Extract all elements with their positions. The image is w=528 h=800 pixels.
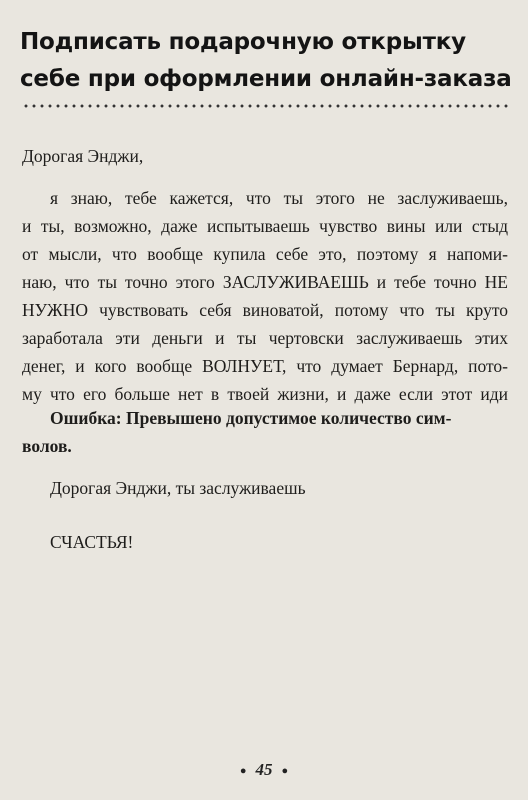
paragraph-line: я знаю, тебе кажется, что ты этого не заслуживаешь, (50, 188, 508, 208)
paragraph-line: НУЖНО чувствовать себя виноватой, потому что ты круто (22, 300, 508, 320)
bullet-icon: ● (281, 765, 289, 778)
dotted-divider (22, 104, 508, 108)
paragraph-line: му что его больше нет в твоей жизни, и даже если этот иди (22, 384, 508, 404)
page-footer (0, 760, 528, 780)
page-title (20, 24, 510, 98)
error-message (22, 404, 508, 460)
error-line: волов. (22, 436, 72, 456)
paragraph-line: заработала эти деньги и ты чертовски заслуживаешь этих (22, 328, 508, 348)
second-salutation: Дорогая Энджи, ты заслуживаешь (50, 478, 306, 498)
salutation: Дорогая Энджи, (22, 146, 144, 166)
error-line: Ошибка: Превышено допустимое количество сим- (50, 408, 452, 428)
closing-word: СЧАСТЬЯ! (50, 532, 134, 552)
title-line-1: Подписать подарочную открытку (20, 29, 466, 55)
letter-paragraph (22, 184, 508, 408)
paragraph-line: от мысли, что вообще купила себе это, поэтому я напоми- (22, 244, 508, 264)
paragraph-line: денег, и кого вообще ВОЛНУЕТ, что думает Бернард, пото- (22, 356, 508, 376)
title-line-2: себе при оформлении онлайн-заказа (20, 66, 512, 92)
bullet-icon: ● (239, 765, 247, 778)
page-number: 45 (255, 760, 273, 779)
paragraph-line: и ты, возможно, даже испытываешь чувство вины или стыд (22, 216, 508, 236)
paragraph-line: наю, что ты точно этого ЗАСЛУЖИВАЕШЬ и тебе точно НЕ (22, 272, 508, 292)
